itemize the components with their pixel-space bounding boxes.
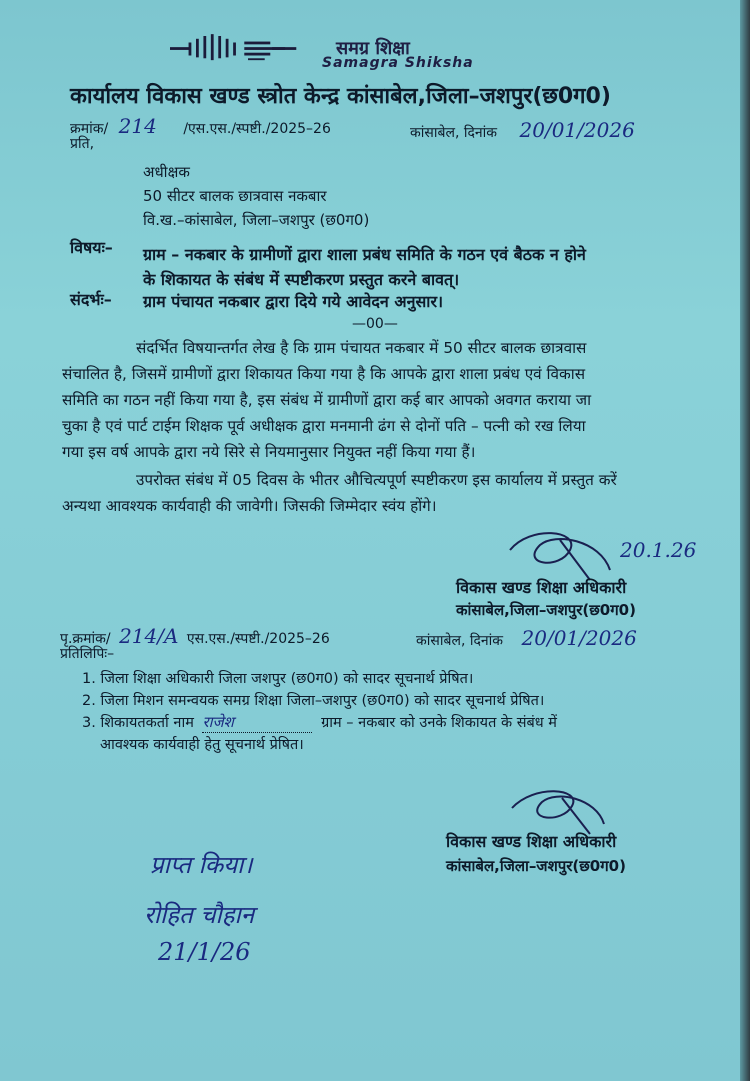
endorsement-date-line: [416, 626, 637, 650]
signature1-designation: विकास खण्ड शिक्षा अधिकारी: [456, 578, 627, 597]
copy-label: प्रतिलिपिः–: [60, 646, 115, 662]
addressee-line-2: 50 सीटर बालक छात्रवास नकबार: [143, 187, 327, 205]
reference-suffix: /एस.एस./स्पष्टी./2025–26: [183, 121, 331, 137]
body-para1-line-4: चुका है एवं पार्ट टाईम शिक्षक पूर्व अधीक्षक द्वारा मनमानी ढंग से दोनों पति – पत्नी को रख लिया: [62, 417, 586, 435]
reference-date-line: [410, 118, 635, 142]
reference-line: [70, 114, 331, 138]
prati-label: प्रति,: [70, 136, 95, 152]
endorsement-number-handwritten: 214/A: [119, 624, 179, 648]
signature2-location: कांसाबेल,जिला–जशपुर(छ0ग0): [446, 857, 626, 875]
subject-line-1: ग्राम – नकबार के ग्रामीणों द्वारा शाला प्रबंध समिति के गठन एवं बैठक न होने: [143, 245, 586, 264]
body-para1-line-2: संचालित है, जिसमें ग्रामीणों द्वारा शिकायत किया गया है कि आपके द्वारा शाला प्रबंध एवं विकास: [62, 365, 586, 383]
receipt-date-handwritten: 21/1/26: [158, 938, 251, 966]
logo-emblem-icon: [170, 34, 300, 64]
signature1-location: कांसाबेल,जिला–जशपुर(छ0ग0): [456, 601, 636, 619]
endorsement-date-handwritten: 20/01/2026: [521, 626, 637, 650]
endorsement-place-date-label: कांसाबेल, दिनांक: [416, 633, 504, 649]
complainant-name-handwritten: राजेश: [202, 713, 234, 731]
reference-context-text: ग्राम पंचायत नकबार द्वारा दिये गये आवेदन अनुसार।: [143, 292, 444, 311]
reference-prefix: क्रमांक/: [70, 121, 109, 137]
body-para1-line-5: गया इस वर्ष आपके द्वारा नये सिरे से नियमानुसार नियुक्त नहीं किया गया हैं।: [62, 443, 476, 461]
subject-label: विषयः–: [70, 238, 113, 257]
receipt-name-handwritten: रोहित चौहान: [144, 901, 255, 929]
endorsement-prefix: पृ.क्रमांक/: [60, 631, 111, 647]
body-para2-line-1: उपरोक्त संबंध में 05 दिवस के भीतर औचित्यपूर्ण स्पष्टीकरण इस कार्यालय में प्रस्तुत करें: [136, 471, 617, 489]
signature2-designation: विकास खण्ड शिक्षा अधिकारी: [446, 832, 617, 851]
logo-hindi-text: समग्र शिक्षा: [336, 38, 410, 59]
addressee-line-1: अधीक्षक: [143, 163, 190, 181]
office-title: कार्यालय विकास खण्ड स्त्रोत केन्द्र कांसाबेल,जिला–जशपुर(छ0ग0): [70, 84, 611, 109]
copy-item-1: 1. जिला शिक्षा अधिकारी जिला जशपुर (छ0ग0) को सादर सूचनार्थ प्रेषित।: [82, 671, 474, 687]
body-para1-line-1: संदर्भित विषयान्तर्गत लेख है कि ग्राम पंचायत नकबार में 50 सीटर बालक छात्रवास: [136, 339, 587, 357]
signature1-date-handwritten: 20.1.26: [620, 538, 697, 562]
copy-item-3: [82, 712, 557, 733]
copy-item-3-start: 3. शिकायतकर्ता नाम: [82, 715, 194, 731]
reference-date-handwritten: 20/01/2026: [519, 118, 635, 142]
separator: —00—: [352, 316, 398, 332]
logo-english-text: Samagra Shiksha: [322, 55, 474, 71]
subject-line-2: के शिकायत के संबंध में स्पष्टीकरण प्रस्तुत करने बावत्।: [143, 270, 460, 289]
reference-number-handwritten: 214: [118, 114, 157, 138]
page-edge-shadow: [740, 0, 750, 1081]
reference-context-label: संदर्भः–: [70, 290, 112, 309]
copy-item-3-line-2: आवश्यक कार्यवाही हेतु सूचनार्थ प्रेषित।: [100, 737, 304, 753]
addressee-line-3: वि.ख.–कांसाबेल, जिला–जशपुर (छ0ग0): [143, 211, 370, 229]
copy-item-3-end: ग्राम – नकबार को उनके शिकायत के संबंध में: [321, 715, 557, 731]
copy-item-2: 2. जिला मिशन समन्वयक समग्र शिक्षा जिला–जशपुर (छ0ग0) को सादर सूचनार्थ प्रेषित।: [82, 693, 545, 709]
endorsement-suffix: एस.एस./स्पष्टी./2025–26: [186, 631, 330, 647]
body-para1-line-3: समिति का गठन नहीं किया गया है, इस संबंध में ग्रामीणों द्वारा कई बार आपको अवगत कराया जा: [62, 391, 592, 409]
receipt-received-handwritten: प्राप्त किया।: [150, 851, 253, 879]
body-para2-line-2: अन्यथा आवश्यक कार्यवाही की जावेगी। जिसकी जिम्मेदार स्वंय होंगे।: [62, 497, 437, 515]
complainant-name-field: [202, 712, 312, 733]
reference-place-date-label: कांसाबेल, दिनांक: [410, 125, 498, 141]
